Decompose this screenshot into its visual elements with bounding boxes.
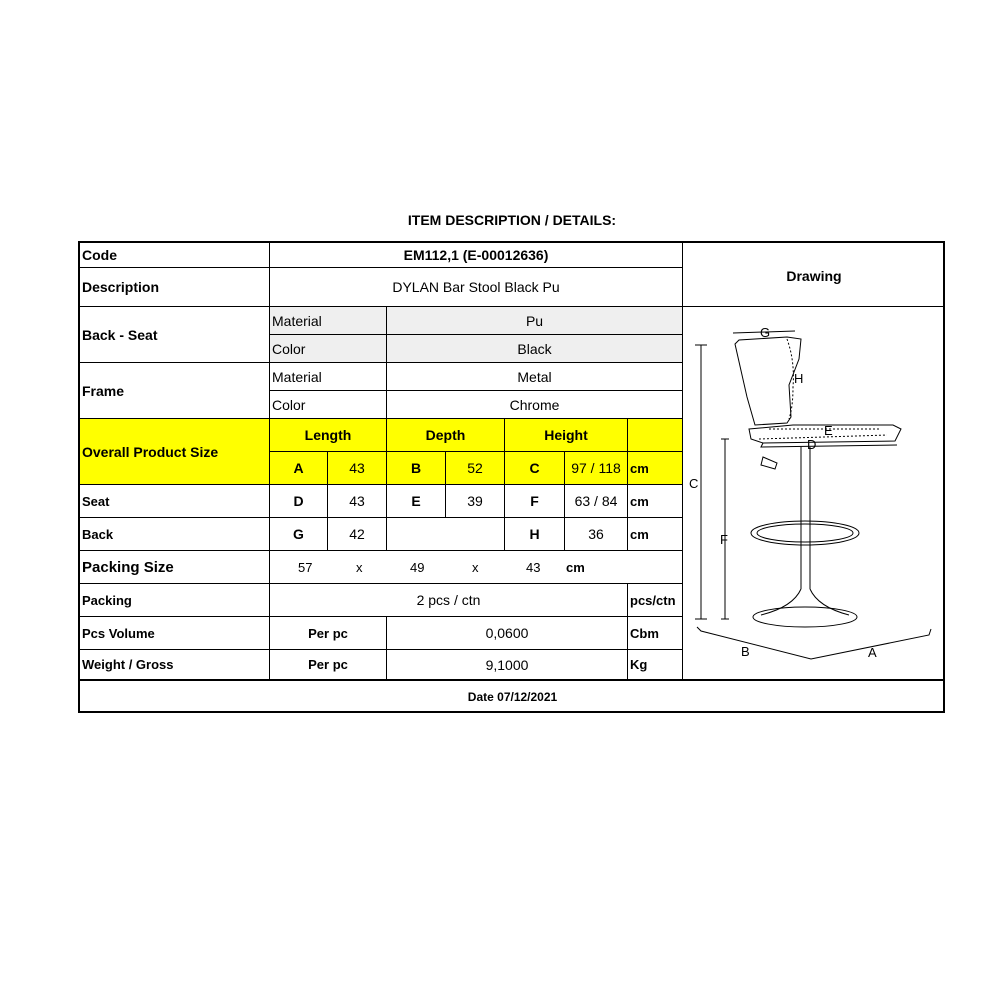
back-seat-color-label: Color [270, 335, 387, 363]
packing-unit: pcs/ctn [628, 584, 683, 617]
letter-e: E [824, 423, 833, 438]
b-value: 52 [446, 452, 505, 485]
date-footer: Date 07/12/2021 [80, 680, 945, 713]
letter-d: D [807, 437, 817, 452]
foot-ring-inner [757, 524, 853, 542]
e-label: E [387, 485, 446, 518]
weight-value: 9,1000 [387, 650, 628, 680]
back-unit: cm [628, 518, 683, 551]
weight-per: Per pc [270, 650, 387, 680]
overall-size-label: Overall Product Size [80, 419, 270, 485]
letter-f: F [720, 532, 728, 547]
description-value: DYLAN Bar Stool Black Pu [270, 268, 683, 307]
seat-label: Seat [80, 485, 270, 518]
depth-header: Depth [387, 419, 505, 452]
h-value: 36 [565, 518, 628, 551]
seat-unit: cm [628, 485, 683, 518]
gas-lever [761, 457, 777, 469]
page-title: ITEM DESCRIPTION / DETAILS: [407, 212, 617, 228]
code-value: EM112,1 (E-00012636) [270, 243, 683, 268]
pcs-volume-label: Pcs Volume [80, 617, 270, 650]
g-label: G [270, 518, 328, 551]
packing-size-unit: cm [566, 559, 585, 575]
back-label: Back [80, 518, 270, 551]
frame-color: Chrome [387, 391, 683, 419]
pcs-volume-per: Per pc [270, 617, 387, 650]
f-label: F [505, 485, 565, 518]
overall-blank [628, 419, 683, 452]
pcs-volume-value: 0,0600 [387, 617, 628, 650]
packing-size-length: 57 [298, 559, 313, 575]
packing-label: Packing [80, 584, 270, 617]
pcs-volume-unit: Cbm [628, 617, 683, 650]
b-label: B [387, 452, 446, 485]
length-header: Length [270, 419, 387, 452]
g-value: 42 [328, 518, 387, 551]
letter-g: G [760, 325, 771, 340]
spec-sheet [78, 241, 945, 713]
drawing-header: Drawing [683, 243, 945, 307]
packing-size-label: Packing Size [80, 551, 270, 584]
back-seat-label: Back - Seat [80, 307, 270, 363]
f-value: 63 / 84 [565, 485, 628, 518]
c-label: C [505, 452, 565, 485]
frame-material-label: Material [270, 363, 387, 391]
bar-stool-drawing [683, 307, 945, 679]
e-value: 39 [446, 485, 505, 518]
seat-edge [761, 443, 897, 447]
back-blank [387, 518, 505, 551]
a-label: A [270, 452, 328, 485]
dim-ab-line [697, 627, 931, 659]
foot-ring [751, 521, 859, 545]
back-seat-material-label: Material [270, 307, 387, 335]
dim-d-line [759, 435, 887, 439]
packing-size-width: 49 [410, 559, 425, 575]
letter-a: A [868, 645, 877, 660]
base-plate [753, 607, 857, 627]
letter-c: C [689, 476, 699, 491]
drawing-cell [683, 307, 945, 680]
base-flare-right [810, 589, 849, 615]
packing-size-height: 43 [526, 559, 541, 575]
d-label: D [270, 485, 328, 518]
packing-size-row [270, 551, 683, 584]
letter-b: B [741, 644, 750, 659]
a-value: 43 [328, 452, 387, 485]
description-label: Description [80, 268, 270, 307]
height-header: Height [505, 419, 628, 452]
packing-size-x1: x [356, 559, 363, 575]
c-value: 97 / 118 [565, 452, 628, 485]
frame-color-label: Color [270, 391, 387, 419]
d-value: 43 [328, 485, 387, 518]
overall-unit: cm [628, 452, 683, 485]
back-seat-color: Black [387, 335, 683, 363]
back-seat-material: Pu [387, 307, 683, 335]
weight-unit: Kg [628, 650, 683, 680]
frame-material: Metal [387, 363, 683, 391]
packing-value: 2 pcs / ctn [270, 584, 628, 617]
letter-h: H [794, 371, 804, 386]
h-label: H [505, 518, 565, 551]
weight-label: Weight / Gross [80, 650, 270, 680]
packing-size-x2: x [472, 559, 479, 575]
frame-label: Frame [80, 363, 270, 419]
code-label: Code [80, 243, 270, 268]
base-flare-left [761, 589, 801, 615]
